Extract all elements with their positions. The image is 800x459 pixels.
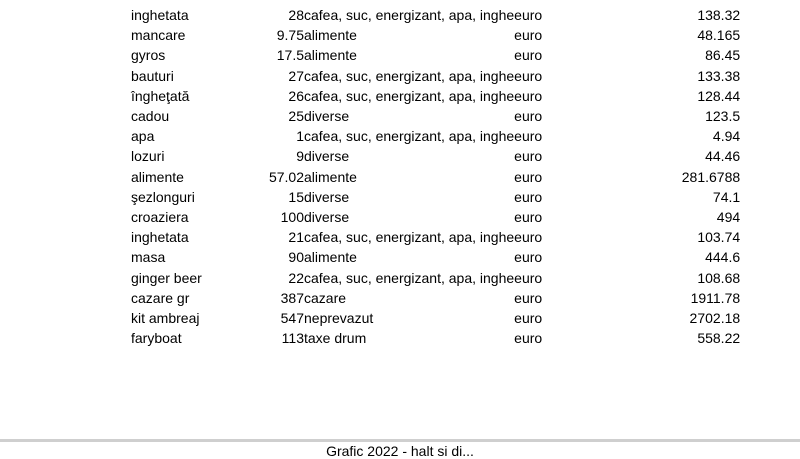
total-cell[interactable]: 48.165 [697,27,741,44]
table-row [131,187,740,207]
table-row [131,45,740,65]
amount-cell[interactable]: 1 [296,128,304,145]
currency-cell[interactable]: euro [514,249,543,266]
category-cell[interactable]: cafea, suc, energizant, apa, inghe [304,7,515,23]
table-row [131,5,740,25]
category-cell[interactable]: cafea, suc, energizant, apa, inghe [304,87,515,104]
page-footer-text: Grafic 2022 - halt si di... [326,443,474,459]
total-cell[interactable]: 444.6 [705,249,741,266]
item-name-cell[interactable]: alimente [131,168,184,185]
amount-cell[interactable]: 28 [288,7,304,23]
item-name-cell[interactable]: gyros [131,47,166,64]
item-name-cell[interactable]: kit ambreaj [131,310,200,327]
currency-cell[interactable]: euro [514,188,543,205]
table-row [131,146,740,166]
currency-cell[interactable]: euro [514,87,543,104]
currency-cell[interactable]: euro [514,128,543,145]
currency-cell[interactable]: euro [514,209,543,226]
table-row [131,167,740,187]
amount-cell[interactable]: 27 [288,67,304,84]
category-cell[interactable]: diverse [304,148,350,165]
total-cell[interactable]: 138.32 [697,7,741,23]
amount-cell[interactable]: 9 [296,148,304,165]
table-row [131,86,740,106]
item-name-cell[interactable]: masa [131,249,166,266]
item-name-cell[interactable]: bauturi [131,67,174,84]
total-cell[interactable]: 133.38 [697,67,741,84]
item-name-cell[interactable]: inghetata [131,229,189,246]
item-name-cell[interactable]: apa [131,128,155,145]
currency-cell[interactable]: euro [514,289,543,306]
amount-cell[interactable]: 57.02 [268,168,304,185]
amount-cell[interactable]: 9.75 [276,27,304,44]
table-row [131,25,740,45]
total-cell[interactable]: 558.22 [697,330,741,347]
category-cell[interactable]: alimente [304,249,357,266]
category-cell[interactable]: taxe drum [304,330,367,347]
amount-cell[interactable]: 26 [288,87,304,104]
amount-cell[interactable]: 17.5 [276,47,304,64]
total-cell[interactable]: 44.46 [705,148,741,165]
table-row [131,227,740,247]
category-cell[interactable]: neprevazut [304,310,374,327]
total-cell[interactable]: 494 [716,209,741,226]
currency-cell[interactable]: euro [514,310,543,327]
category-cell[interactable]: cazare [304,289,347,306]
amount-cell[interactable]: 90 [288,249,304,266]
currency-cell[interactable]: euro [514,269,543,286]
currency-cell[interactable]: euro [514,67,543,84]
table-row [131,247,740,267]
total-cell[interactable]: 128.44 [697,87,741,104]
table-row [131,328,740,348]
item-name-cell[interactable]: şezlonguri [131,188,195,205]
category-cell[interactable]: alimente [304,47,357,64]
total-cell[interactable]: 281.6788 [681,168,741,185]
item-name-cell[interactable]: îngheţată [131,87,190,104]
currency-cell[interactable]: euro [514,7,543,23]
table-row [131,126,740,146]
currency-cell[interactable]: euro [514,330,543,347]
category-cell[interactable]: diverse [304,188,350,205]
category-cell[interactable]: alimente [304,27,357,44]
amount-cell[interactable]: 113 [281,330,304,347]
item-name-cell[interactable]: croaziera [131,209,189,226]
total-cell[interactable]: 2702.18 [689,310,741,327]
table-row [131,66,740,86]
table-row [131,288,740,308]
category-cell[interactable]: diverse [304,108,350,125]
total-cell[interactable]: 4.94 [712,128,741,145]
category-cell[interactable]: alimente [304,168,357,185]
amount-cell[interactable]: 22 [288,269,304,286]
total-cell[interactable]: 123.5 [705,108,741,125]
table-row [131,207,740,227]
currency-cell[interactable]: euro [514,168,543,185]
expenses-table-body [131,5,740,348]
total-cell[interactable]: 108.68 [697,269,741,286]
category-cell[interactable]: diverse [304,209,350,226]
item-name-cell[interactable]: lozuri [131,148,165,165]
table-row [131,106,740,126]
total-cell[interactable]: 103.74 [697,229,741,246]
currency-cell[interactable]: euro [514,108,543,125]
category-cell[interactable]: cafea, suc, energizant, apa, inghe [304,67,515,84]
currency-cell[interactable]: euro [514,148,543,165]
item-name-cell[interactable]: cazare gr [131,289,190,306]
currency-cell[interactable]: euro [514,229,543,246]
item-name-cell[interactable]: faryboat [131,330,182,347]
total-cell[interactable]: 86.45 [705,47,741,64]
amount-cell[interactable]: 387 [280,289,304,306]
total-cell[interactable]: 74.1 [712,188,741,205]
total-cell[interactable]: 1911.78 [690,289,741,306]
item-name-cell[interactable]: inghetata [131,7,189,23]
page-divider [0,439,800,442]
amount-cell[interactable]: 547 [280,310,304,327]
expenses-table [131,5,740,348]
table-row [131,308,740,328]
table-row [131,268,740,288]
amount-cell[interactable]: 15 [288,188,304,205]
category-cell[interactable]: cafea, suc, energizant, apa, inghe [304,128,515,145]
amount-cell[interactable]: 21 [288,229,304,246]
amount-cell[interactable]: 100 [280,209,304,226]
category-cell[interactable]: cafea, suc, energizant, apa, inghe [304,229,515,246]
amount-cell[interactable]: 25 [288,108,304,125]
item-name-cell[interactable]: cadou [131,108,170,125]
currency-cell[interactable]: euro [514,27,543,44]
category-cell[interactable]: cafea, suc, energizant, apa, inghe [304,269,515,286]
item-name-cell[interactable]: mancare [131,27,186,44]
item-name-cell[interactable]: ginger beer [131,269,202,286]
currency-cell[interactable]: euro [514,47,543,64]
